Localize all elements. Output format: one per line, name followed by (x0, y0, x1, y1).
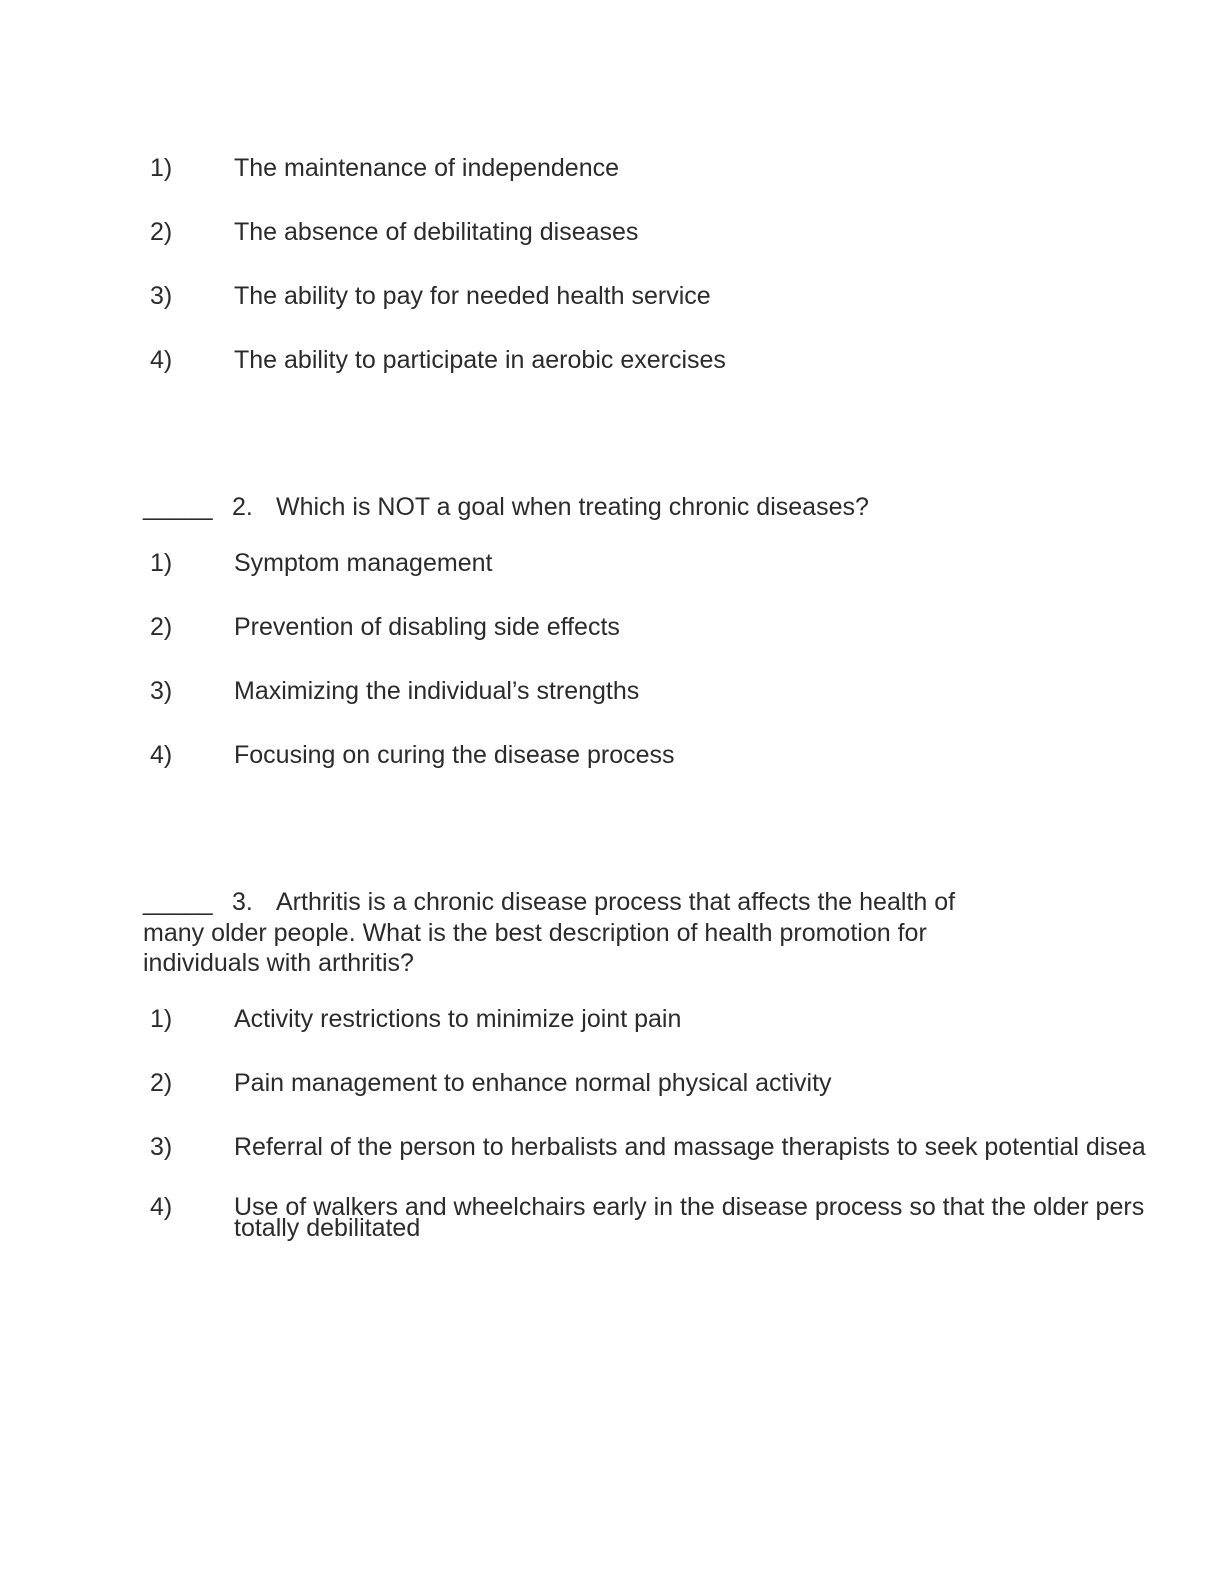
question-number: 2. (232, 493, 253, 521)
option-marker: 2) (150, 218, 173, 246)
option-text: Symptom management (234, 549, 493, 577)
option-marker: 4) (150, 346, 173, 374)
question-text: Which is NOT a goal when treating chronic diseases? (276, 493, 869, 521)
question-text: individuals with arthritis? (143, 949, 414, 977)
question-number: 3. (232, 888, 253, 916)
option-text: Pain management to enhance normal physical activity (234, 1069, 832, 1097)
option-marker: 3) (150, 1133, 173, 1161)
option-marker: 4) (150, 741, 173, 769)
option-marker: 4) (150, 1193, 173, 1221)
option-text: Use of walkers and wheelchairs early in the disease process so that the older pers (234, 1193, 1145, 1221)
option-marker: 3) (150, 677, 173, 705)
option-marker: 2) (150, 613, 173, 641)
option-text: Referral of the person to herbalists and massage therapists to seek potential disea (234, 1133, 1146, 1161)
option-marker: 1) (150, 549, 173, 577)
question-text: many older people. What is the best description of health promotion for (143, 919, 927, 947)
option-text: Prevention of disabling side effects (234, 613, 620, 641)
option-text: The absence of debilitating diseases (234, 218, 639, 246)
option-text: totally debilitated (234, 1214, 421, 1242)
question-text: Arthritis is a chronic disease process that affects the health of (276, 888, 956, 916)
option-text: The maintenance of independence (234, 154, 620, 182)
option-text: The ability to participate in aerobic exercises (234, 346, 726, 374)
option-marker: 1) (150, 154, 173, 182)
option-marker: 1) (150, 1005, 173, 1033)
option-text: Maximizing the individual’s strengths (234, 677, 640, 705)
option-marker: 3) (150, 282, 173, 310)
option-text: Focusing on curing the disease process (234, 741, 675, 769)
option-text: The ability to pay for needed health service (234, 282, 711, 310)
option-text: Activity restrictions to minimize joint pain (234, 1005, 682, 1033)
answer-blank: _____ (143, 888, 213, 916)
answer-blank: _____ (143, 493, 213, 521)
option-marker: 2) (150, 1069, 173, 1097)
